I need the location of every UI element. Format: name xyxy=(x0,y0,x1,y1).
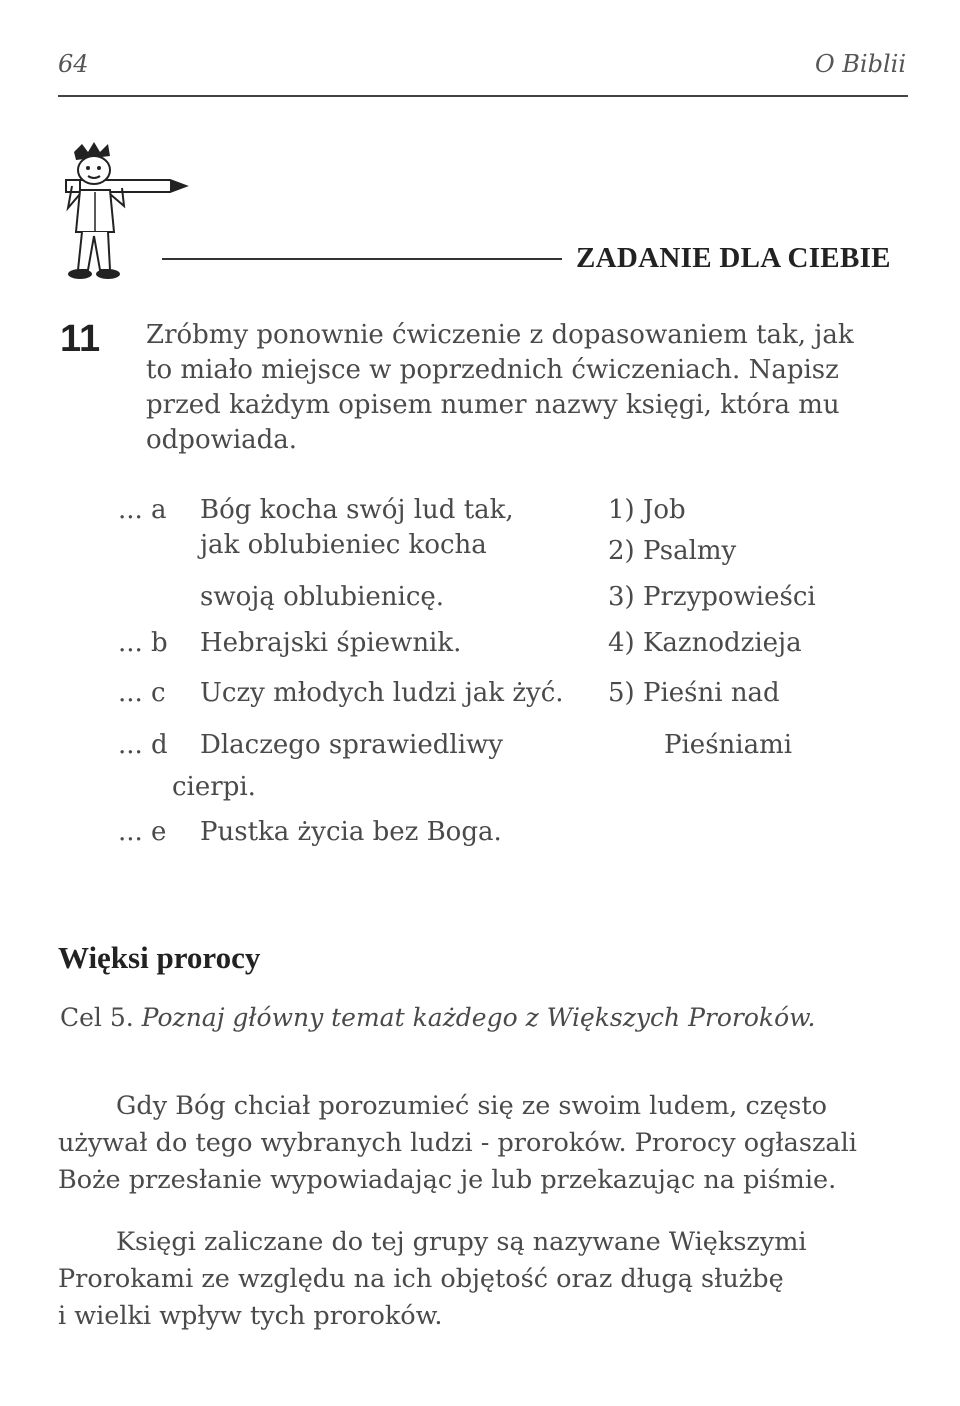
paragraph-line: Boże przesłanie wypowiadając je lub przekazując na piśmie. xyxy=(58,1165,837,1195)
question-c-letter: ... c xyxy=(118,678,166,708)
paragraph-2 xyxy=(58,1224,908,1335)
task-number: 11 xyxy=(60,318,101,360)
header-rule xyxy=(58,95,908,97)
task-heading: ZADANIE DLA CIEBIE xyxy=(576,242,891,274)
page-number: 64 xyxy=(58,50,89,78)
question-a-line: swoją oblubienicę. xyxy=(200,582,445,612)
question-b-letter: ... b xyxy=(118,628,168,658)
paragraph-line: i wielki wpływ tych proroków. xyxy=(58,1301,443,1331)
answer-item: Pieśniami xyxy=(664,730,793,760)
paragraph-1 xyxy=(58,1088,908,1199)
paragraph-line: Prorokami ze względu na ich objętość oraz długą służbę xyxy=(58,1264,784,1294)
question-a-letter: ... a xyxy=(118,495,167,525)
answer-item: 1) Job xyxy=(608,495,686,525)
pencil-mascot-icon xyxy=(52,140,202,290)
question-a-line: Bóg kocha swój lud tak, xyxy=(200,495,514,525)
instruction-line: to miało miejsce w poprzednich ćwiczeniach. Napisz xyxy=(146,355,839,385)
instruction-line: odpowiada. xyxy=(146,425,298,455)
question-b-line: Hebrajski śpiewnik. xyxy=(200,628,462,658)
paragraph-line: używał do tego wybranych ludzi - proroków. Prorocy ogłaszali xyxy=(58,1128,857,1158)
answer-item: 3) Przypowieści xyxy=(608,582,816,612)
question-c-line: Uczy młodych ludzi jak żyć. xyxy=(200,678,564,708)
question-a-line: jak oblubieniec kocha xyxy=(200,530,487,560)
paragraph-line: Księgi zaliczane do tej grupy są nazywane Większymi xyxy=(116,1227,807,1257)
section-heading: Więksi prorocy xyxy=(58,940,261,975)
running-title: O Biblii xyxy=(814,50,906,78)
answer-item: 2) Psalmy xyxy=(608,536,737,566)
instruction-line: Zróbmy ponownie ćwiczenie z dopasowaniem tak, jak xyxy=(146,320,854,350)
answer-item: 5) Pieśni nad xyxy=(608,678,780,708)
paragraph-line: Gdy Bóg chciał porozumieć się ze swoim ludem, często xyxy=(116,1091,827,1121)
instruction-line: przed każdym opisem numer nazwy księgi, która mu xyxy=(146,390,840,420)
goal-label: Cel 5. xyxy=(60,1003,134,1032)
question-e-letter: ... e xyxy=(118,817,167,847)
task-rule xyxy=(162,258,562,260)
question-d-letter: ... d xyxy=(118,730,168,760)
goal-text: Poznaj główny temat każdego z Większych Proroków. xyxy=(141,1003,816,1032)
question-e-line: Pustka życia bez Boga. xyxy=(200,817,502,847)
question-d-line: Dlaczego sprawiedliwy xyxy=(200,730,503,760)
task-instructions xyxy=(146,318,908,458)
goal-line xyxy=(60,1003,816,1032)
answer-item: 4) Kaznodzieja xyxy=(608,628,802,658)
question-d-line: cierpi. xyxy=(172,772,256,802)
